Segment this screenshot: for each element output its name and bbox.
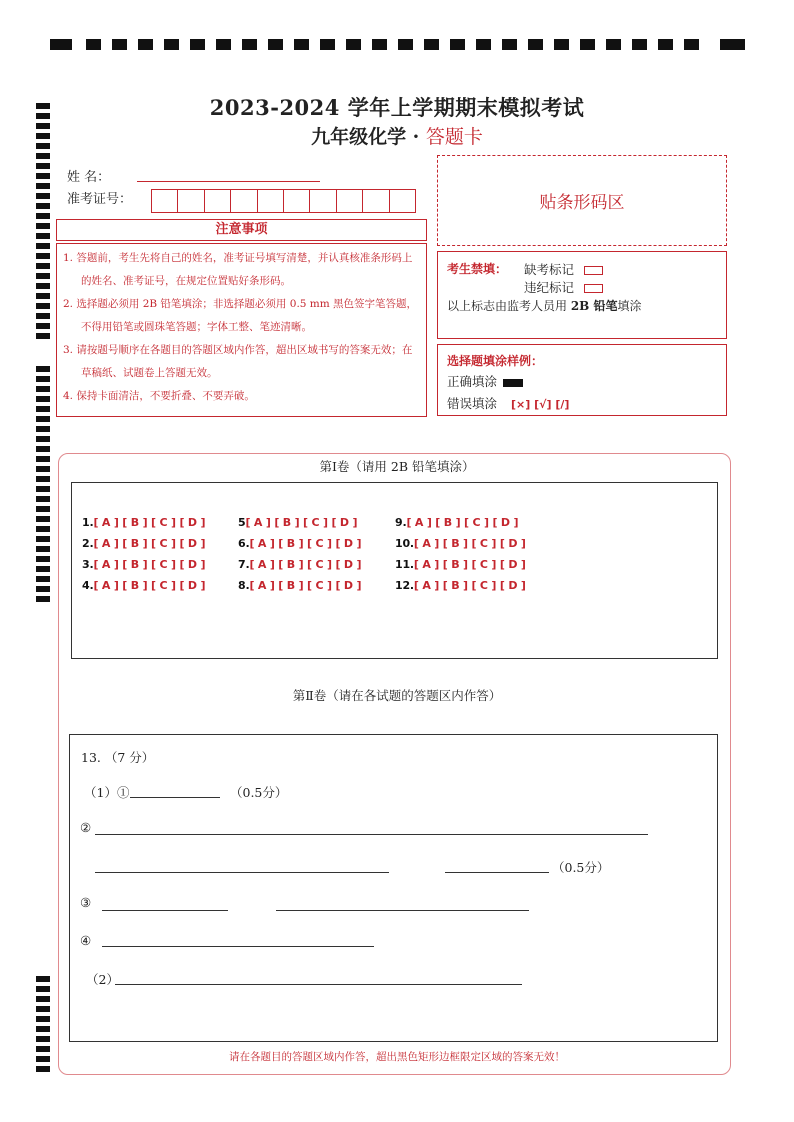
choice-question[interactable] [82, 579, 205, 592]
timing-mark [36, 406, 50, 412]
timing-mark [36, 546, 50, 552]
timing-mark [36, 976, 50, 982]
fill-sample-box [437, 344, 727, 416]
timing-mark [36, 1036, 50, 1042]
timing-mark [36, 163, 50, 169]
timing-mark [36, 506, 50, 512]
question-number: 3. [82, 558, 94, 571]
answer-bubbles[interactable]: [ A ] [ B ] [ C ] [ D ] [249, 537, 362, 550]
answer-bubbles[interactable]: [ A ] [ B ] [ C ] [ D ] [249, 579, 362, 592]
timing-mark [36, 153, 50, 159]
notice-item: 3. 请按题号顺序在各题目的答题区域内作答，超出区域书写的答案无效；在草稿纸、试题卷上答题无效。 [63, 344, 413, 379]
answer-bubbles[interactable]: [ A ] [ B ] [ C ] [ D ] [406, 516, 519, 529]
wrong-marks: [×] [√] [/] [511, 398, 570, 411]
choice-question[interactable] [238, 516, 357, 529]
timing-mark [36, 333, 50, 339]
barcode-label: 贴条形码区 [539, 193, 625, 213]
timing-mark [36, 193, 50, 199]
timing-mark [36, 436, 50, 442]
timing-mark [36, 526, 50, 532]
name-label: 姓 名： [67, 170, 111, 185]
choice-question[interactable] [238, 537, 361, 550]
filled-bubble-icon [503, 379, 523, 387]
timing-mark [36, 303, 50, 309]
answer-line[interactable] [130, 797, 220, 798]
timing-mark [424, 39, 439, 50]
timing-mark [36, 223, 50, 229]
timing-mark [36, 516, 50, 522]
id-digit-box[interactable] [257, 189, 284, 213]
timing-mark [554, 39, 569, 50]
notice-item: 2. 选择题必须用 2B 铅笔填涂；非选择题必须用 0.5 mm 黑色签字笔答题，不得用铅笔或圆珠笔答题；字体工整、笔迹清晰。 [63, 298, 418, 333]
choice-question[interactable] [395, 579, 526, 592]
ban-note-pre: 以上标志由监考人员用 [447, 299, 571, 313]
timing-mark [36, 253, 50, 259]
timing-mark [36, 366, 50, 372]
question-number: 7. [238, 558, 250, 571]
answer-bubbles[interactable]: [ A ] [ B ] [ C ] [ D ] [413, 537, 526, 550]
exam-title: 2023-2024 学年上学期期末模拟考试 [209, 95, 585, 120]
timing-mark [476, 39, 491, 50]
timing-mark [36, 486, 50, 492]
timing-mark [398, 39, 413, 50]
timing-mark [294, 39, 309, 50]
choice-answer-box [71, 482, 718, 659]
card-subtitle [0, 122, 794, 149]
ban-note-bold: 2B 铅笔 [570, 299, 618, 313]
timing-mark [684, 39, 699, 50]
answer-bubbles[interactable]: [ A ] [ B ] [ C ] [ D ] [93, 558, 206, 571]
item2-label: ② [80, 820, 92, 835]
answer-bubbles[interactable]: [ A ] [ B ] [ C ] [ D ] [413, 558, 526, 571]
timing-mark [164, 39, 179, 50]
timing-mark [36, 376, 50, 382]
question-number: 6. [238, 537, 250, 550]
part1-item1-label: （1）① [84, 785, 130, 800]
answer-line[interactable] [115, 984, 522, 985]
timing-mark [36, 1026, 50, 1032]
timing-mark [36, 496, 50, 502]
id-digit-box[interactable] [389, 189, 416, 213]
id-digit-box[interactable] [283, 189, 310, 213]
choice-question[interactable] [395, 558, 526, 571]
wrong-sample-row [447, 394, 569, 412]
sample-heading: 选择题填涂样例： [447, 354, 544, 368]
violation-label: 违纪标记 [524, 280, 575, 295]
absent-mark-row [524, 260, 603, 278]
footer-warning: 请在各题目的答题区域内作答，超出黑色矩形边框限定区域的答案无效！ [229, 1051, 565, 1063]
id-digit-box[interactable] [309, 189, 336, 213]
timing-mark [36, 996, 50, 1002]
timing-mark [450, 39, 465, 50]
timing-mark [50, 39, 72, 50]
ban-label: 考生禁填： [447, 262, 508, 276]
id-digit-box[interactable] [151, 189, 178, 213]
choice-question[interactable] [82, 558, 205, 571]
part2-label: （2） [86, 972, 119, 987]
timing-mark [36, 386, 50, 392]
id-digit-box[interactable] [177, 189, 204, 213]
timing-mark [190, 39, 205, 50]
timing-mark [36, 1006, 50, 1012]
notice-body [56, 243, 427, 417]
answer-bubbles[interactable]: [ A ] [ B ] [ C ] [ D ] [413, 579, 526, 592]
violation-mark-row [524, 278, 603, 296]
notice-item: 1. 答题前，考生先将自己的姓名，准考证号填写清楚，并认真核准条形码上的姓名、准考证号，在规定位置贴好条形码。 [63, 252, 413, 287]
subtitle-main: 九年级化学 · [311, 126, 426, 148]
timing-mark [86, 39, 101, 50]
question-number: 9. [395, 516, 407, 529]
question-number: 5 [238, 516, 246, 529]
section2-title: 第Ⅱ卷（请在各试题的答题区内作答） [292, 688, 502, 703]
timing-mark [242, 39, 257, 50]
timing-mark [36, 596, 50, 602]
timing-mark [580, 39, 595, 50]
timing-mark [502, 39, 517, 50]
timing-mark [36, 446, 50, 452]
answer-bubbles[interactable]: [ A ] [ B ] [ C ] [ D ] [93, 516, 206, 529]
timing-mark [36, 243, 50, 249]
answer-line[interactable] [95, 872, 389, 873]
timing-mark [36, 986, 50, 992]
timing-mark [36, 1016, 50, 1022]
timing-mark [36, 283, 50, 289]
timing-mark [268, 39, 283, 50]
answer-bubbles[interactable]: [ A ] [ B ] [ C ] [ D ] [93, 579, 206, 592]
wrong-label: 错误填涂 [447, 396, 498, 411]
id-digit-box[interactable] [362, 189, 389, 213]
id-digit-box[interactable] [336, 189, 363, 213]
choice-question[interactable] [395, 516, 518, 529]
timing-mark [528, 39, 543, 50]
item3-label: ③ [80, 895, 92, 910]
question-number: 10. [395, 537, 414, 550]
timing-mark [36, 293, 50, 299]
timing-mark [720, 39, 745, 50]
item1-score: （0.5分） [230, 785, 288, 800]
absent-label: 缺考标记 [524, 262, 575, 277]
ban-note-post: 填涂 [617, 299, 642, 313]
timing-mark [36, 476, 50, 482]
timing-mark [36, 536, 50, 542]
top-timing-marks [50, 39, 745, 51]
timing-mark [216, 39, 231, 50]
exam-id-boxes[interactable] [152, 189, 416, 212]
timing-mark [36, 1066, 50, 1072]
question-number: 11. [395, 558, 414, 571]
choice-question[interactable] [82, 537, 205, 550]
timing-mark [36, 213, 50, 219]
timing-mark [36, 273, 50, 279]
section1-title: 第Ⅰ卷（请用 2B 铅笔填涂） [319, 459, 475, 474]
timing-mark [36, 576, 50, 582]
answer-bubbles[interactable]: [ A ] [ B ] [ C ] [ D ] [93, 537, 206, 550]
correct-label: 正确填涂 [447, 374, 498, 389]
question-number: 12. [395, 579, 414, 592]
timing-mark [320, 39, 335, 50]
timing-mark [632, 39, 647, 50]
violation-checkbox[interactable] [584, 284, 603, 293]
timing-mark [36, 323, 50, 329]
timing-mark [36, 313, 50, 319]
question-number: 2. [82, 537, 94, 550]
exam-id-label: 准考证号： [67, 192, 133, 207]
id-digit-box[interactable] [230, 189, 257, 213]
question-number: 4. [82, 579, 94, 592]
timing-mark [36, 416, 50, 422]
item4-label: ④ [80, 933, 92, 948]
ban-note [447, 297, 642, 314]
choice-question[interactable] [395, 537, 526, 550]
question-number: 1. [82, 516, 94, 529]
timing-mark [36, 396, 50, 402]
item2-score: （0.5分） [552, 860, 610, 875]
timing-mark [36, 566, 50, 572]
answer-line[interactable] [102, 946, 374, 947]
timing-mark [36, 586, 50, 592]
answer-bubbles[interactable]: [ A ] [ B ] [ C ] [ D ] [245, 516, 358, 529]
timing-mark [36, 263, 50, 269]
choice-question[interactable] [238, 558, 361, 571]
answer-line[interactable] [445, 872, 549, 873]
timing-mark [138, 39, 153, 50]
answer-line[interactable] [95, 834, 648, 835]
question-number: 8. [238, 579, 250, 592]
proctor-only-box [437, 251, 727, 339]
id-digit-box[interactable] [204, 189, 231, 213]
timing-mark [112, 39, 127, 50]
timing-mark [36, 173, 50, 179]
subtitle-accent: 答题卡 [425, 126, 483, 148]
notice-item: 4. 保持卡面清洁，不要折叠、不要弄破。 [63, 390, 255, 402]
choice-question[interactable] [82, 516, 205, 529]
timing-mark [658, 39, 673, 50]
barcode-area [437, 155, 727, 246]
notice-heading: 注意事项 [56, 219, 427, 241]
timing-mark [36, 203, 50, 209]
timing-mark [36, 183, 50, 189]
timing-mark [36, 233, 50, 239]
timing-mark [372, 39, 387, 50]
timing-mark [36, 426, 50, 432]
timing-mark [606, 39, 621, 50]
timing-mark [36, 556, 50, 562]
q13-heading: 13. （7 分） [81, 750, 155, 765]
correct-sample-row [447, 372, 523, 390]
choice-question[interactable] [238, 579, 361, 592]
answer-bubbles[interactable]: [ A ] [ B ] [ C ] [ D ] [249, 558, 362, 571]
answer-line[interactable] [276, 910, 529, 911]
name-field[interactable] [137, 180, 320, 182]
written-answer-box [69, 734, 718, 1042]
absent-checkbox[interactable] [584, 266, 603, 275]
timing-mark [346, 39, 361, 50]
answer-line[interactable] [102, 910, 228, 911]
